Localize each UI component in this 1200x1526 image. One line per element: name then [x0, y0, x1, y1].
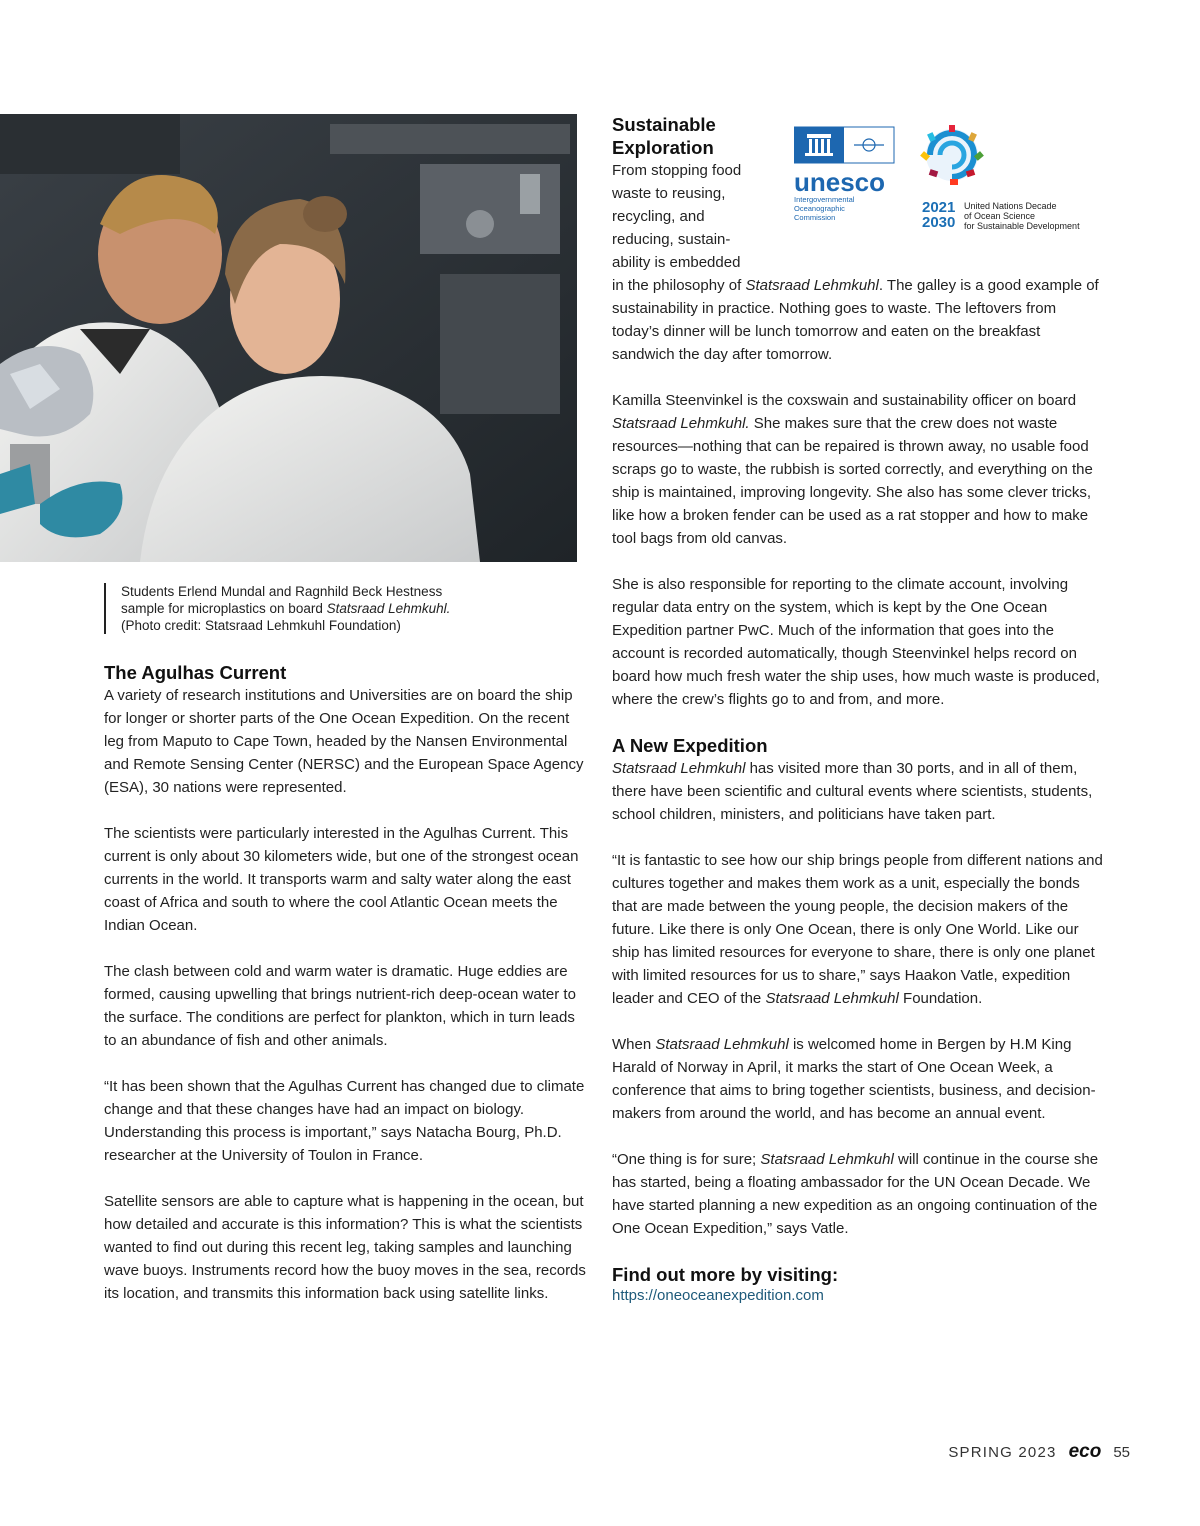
right-paragraph-6: When Statsraad Lehmkuhl is welcomed home in Bergen by H.M King Harald of Norway in April, it marks the start of One Ocean Week, a conference that aims to bring together scientists, business, and decision-makers from around the world, and has become an annual event. — [612, 1036, 1096, 1122]
decade-text-3: for Sustainable Development — [964, 221, 1080, 231]
agulhas-heading: The Agulhas Current — [104, 662, 287, 683]
sustainable-intro — [612, 113, 1104, 274]
find-more-heading: Find out more by visiting: — [612, 1264, 839, 1285]
unesco-logo — [794, 127, 894, 222]
intro-line-4: reducing, sustain- — [612, 231, 731, 248]
lab-photo-illustration — [0, 114, 577, 562]
expedition-website-link[interactable]: https://oneoceanexpedition.com — [612, 1287, 824, 1304]
issue-label: SPRING 2023 — [948, 1443, 1057, 1461]
unesco-word: unesco — [794, 167, 886, 197]
ocean-decade-wheel-icon — [920, 125, 984, 185]
caption-line-1: Students Erlend Mundal and Ragnhild Beck Hestness — [121, 584, 443, 599]
caption-line-3: (Photo credit: Statsraad Lehmkuhl Foundation) — [121, 618, 401, 633]
left-column — [104, 661, 590, 1305]
left-paragraph-4: “It has been shown that the Agulhas Current has changed due to climate change and that these changes have had an impact on biology. Understanding this process is important,” says Natacha Bourg, Ph.D. researcher at the University of Toulon in France. — [104, 1078, 585, 1164]
intro-line-1: From stopping food — [612, 162, 742, 179]
decade-text-2: of Ocean Science — [964, 211, 1036, 221]
page-number: 55 — [1113, 1443, 1130, 1461]
decade-year-2: 2030 — [922, 214, 956, 231]
partner-logos — [794, 125, 1094, 240]
article-photo — [0, 114, 577, 562]
decade-text-1: United Nations Decade — [964, 201, 1057, 211]
right-paragraph-1: in the philosophy of Statsraad Lehmkuhl. The galley is a good example of sustainability in practice. Nothing goes to waste. The leftovers from today’s dinner will be lunch tomorrow and eaten on the breakfast sandwich the day after tomorrow. — [612, 277, 1099, 363]
sustainable-heading: Sustainable Exploration — [612, 114, 716, 158]
logos-svg — [794, 125, 1094, 240]
left-paragraph-3: The clash between cold and warm water is dramatic. Huge eddies are formed, causing upwelling that brings nutrient-rich deep-ocean water to the surface. The conditions are perfect for plankton, which in turn leads to an abundance of fish and other animals. — [104, 963, 576, 1049]
unesco-sub-2: Oceanographic — [794, 204, 845, 213]
intro-line-5: ability is embedded — [612, 254, 741, 271]
intro-line-2: waste to reusing, — [612, 185, 726, 202]
right-paragraph-4: Statsraad Lehmkuhl has visited more than 30 ports, and in all of them, there have been scientific and cultural events where scientists, students, school children, ministers, and politicians have taken part. — [612, 760, 1093, 823]
right-paragraph-3: She is also responsible for reporting to the climate account, involving regular data entry on the system, which is kept by the One Ocean Expedition partner PwC. Much of the information that goes into the account is recorded automatically, though Steenvinkel helps record on board how much fresh water the ship uses, how much waste is produced, where the crew’s flights go to and from, and more. — [612, 576, 1100, 708]
right-paragraph-5: “It is fantastic to see how our ship brings people from different nations and cultures together and makes them work as a unit, especially the bonds that are made between the young people, the decision makers of the future. Like there is only One Ocean, there is only One World. Like our ship has limited resources for everyone to share, there is only one planet with limited resources for us to share,” says Haakon Vatle, expedition leader and CEO of the Statsraad Lehmkuhl Foundation. — [612, 852, 1103, 1007]
decade-year-1: 2021 — [922, 199, 956, 216]
unesco-sub-3: Commission — [794, 213, 836, 222]
eco-brand-logo: eco — [1068, 1441, 1102, 1462]
right-paragraph-7: “One thing is for sure; Statsraad Lehmkuhl will continue in the course she has started, being a floating ambassador for the UN Ocean Decade. We have started planning a new expedition as an ongoing continuation of the One Ocean Expedition,” says Vatle. — [612, 1151, 1099, 1237]
left-paragraph-2: The scientists were particularly interested in the Agulhas Current. This current is only about 30 kilometers wide, but one of the strongest ocean currents in the world. It transports warm and salty water along the east coast of Africa and south to where the cool Atlantic Ocean meets the Indian Ocean. — [104, 825, 579, 934]
unesco-sub-1: Intergovernmental — [794, 195, 855, 204]
right-paragraph-2: Kamilla Steenvinkel is the coxswain and sustainability officer on board Statsraad Lehmkuhl. She makes sure that the crew does not waste resources—nothing that can be repaired is thrown away, no usable food scraps go to waste, the rubbish is sorted correctly, and everything on the ship is maintained, improving longevity. She also has some clever tricks, like how a broken fender can be used as a rat stopper and how to make tool bags from old canvas. — [612, 392, 1093, 547]
right-column — [612, 113, 1104, 1306]
page-footer — [948, 1441, 1130, 1463]
ocean-decade-logo — [920, 125, 1080, 231]
left-paragraph-1: A variety of research institutions and Universities are on board the ship for longer or shorter parts of the One Ocean Expedition. On the recent leg from Maputo to Cape Town, headed by the Nansen Environmental and Remote Sensing Center (NERSC) and the European Space Agency (ESA), 30 nations were represented. — [104, 687, 584, 796]
intro-line-3: recycling, and — [612, 208, 705, 225]
left-paragraph-5: Satellite sensors are able to capture what is happening in the ocean, but how detailed and accurate is this information? This is what the scientists wanted to find out during this recent leg, taking samples and launching wave buoys. Instruments record how the buoy moves in the sea, records its location, and transmits this information back using satellite links. — [104, 1193, 586, 1302]
photo-caption — [104, 583, 541, 634]
caption-line-2: sample for microplastics on board Statsraad Lehmkuhl. — [121, 601, 451, 616]
new-expedition-heading: A New Expedition — [612, 735, 768, 756]
